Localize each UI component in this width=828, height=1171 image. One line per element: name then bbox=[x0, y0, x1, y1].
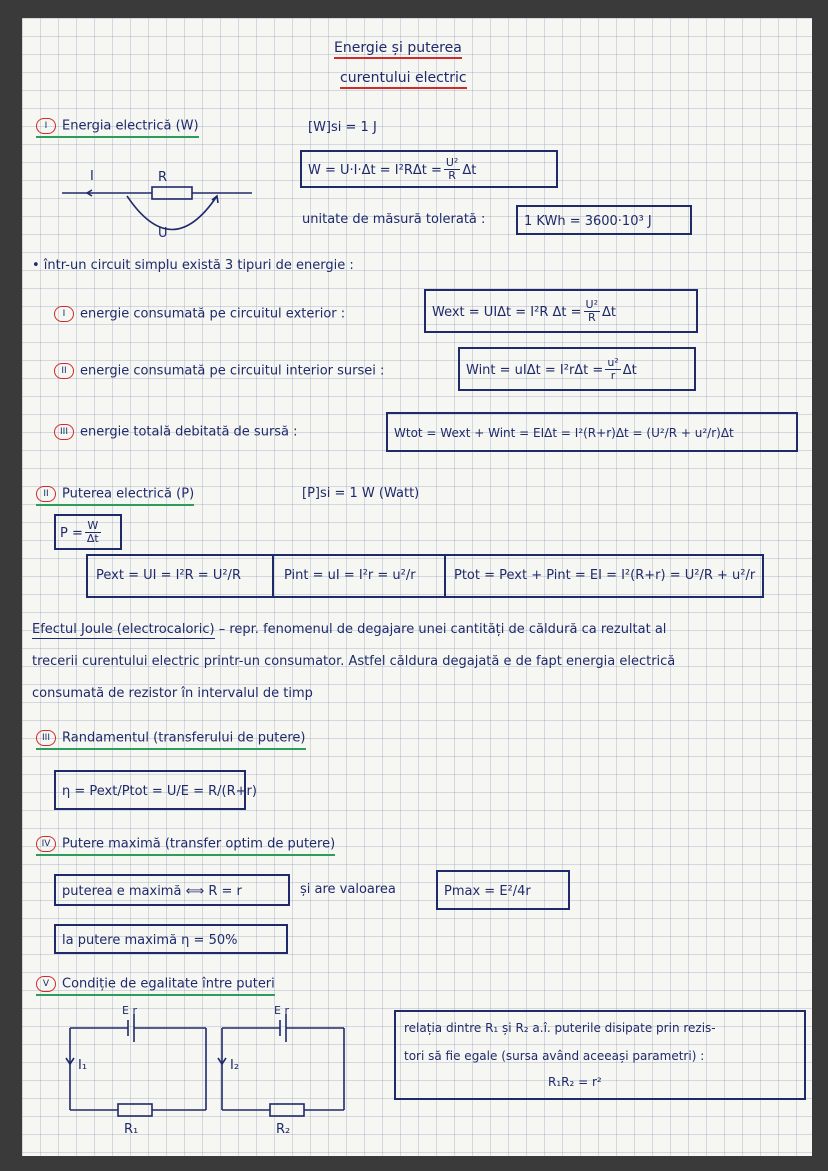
efficiency-formula: η = Pext/Ptot = U/E = R/(R+r) bbox=[62, 784, 257, 799]
circuit-2-source-label: E r bbox=[274, 1004, 289, 1017]
diagram-resistor-label: R bbox=[158, 170, 168, 185]
energy-int-fraction bbox=[605, 357, 620, 382]
joule-paragraph-line1 bbox=[32, 622, 666, 638]
fraction-denominator: R bbox=[587, 311, 596, 324]
section-number: I bbox=[36, 118, 56, 134]
circuit-2-resistor-label: R₂ bbox=[276, 1122, 291, 1137]
energy-int-tail: Δt bbox=[622, 363, 637, 378]
diagram-current-label: I bbox=[90, 169, 94, 184]
energy-ext-tail: Δt bbox=[602, 305, 617, 320]
power-int-formula: Pint = uI = I²r = u²/r bbox=[284, 568, 416, 583]
section-number: V bbox=[36, 976, 56, 992]
section-title: Puterea electrică (P) bbox=[62, 486, 195, 502]
section-energy-heading bbox=[36, 118, 199, 138]
power-def-lhs: P = bbox=[60, 526, 83, 541]
relation-line2: tori să fie egale (sursa având aceeași parametri) : bbox=[404, 1049, 705, 1063]
max-power-efficiency-box bbox=[54, 924, 288, 954]
energy-formula: W = U·I·Δt = I²RΔt = bbox=[308, 163, 442, 178]
joule-heading: Efectul Joule (electrocaloric) bbox=[32, 622, 215, 637]
power-divider bbox=[444, 556, 446, 596]
tolerated-unit-box bbox=[516, 205, 692, 235]
fraction-denominator: r bbox=[610, 369, 616, 382]
max-power-value-label: și are valoarea bbox=[300, 882, 396, 897]
equal-power-relation-box bbox=[394, 1010, 806, 1100]
section-number: IV bbox=[36, 836, 56, 852]
section-max-power-heading bbox=[36, 836, 335, 856]
circuit-1-current-label: I₁ bbox=[78, 1058, 88, 1073]
energy-ext-box bbox=[424, 289, 698, 333]
energy-ext-fraction bbox=[584, 299, 600, 324]
energy-type-number: II bbox=[54, 363, 74, 379]
section-number: II bbox=[36, 486, 56, 502]
section-title: Randamentul (transferului de putere) bbox=[62, 730, 306, 746]
circuit-2-current-label: I₂ bbox=[230, 1058, 240, 1073]
energy-type-number: III bbox=[54, 424, 74, 440]
power-def-fraction bbox=[85, 520, 101, 545]
max-power-condition: puterea e maximă ⟺ R = r bbox=[62, 884, 242, 899]
relation-line1: relația dintre R₁ și R₂ a.î. puterile disipate prin rezis- bbox=[404, 1021, 716, 1035]
power-definition-box bbox=[54, 514, 122, 550]
energy-type-number: I bbox=[54, 306, 74, 322]
fraction-numerator: W bbox=[85, 520, 101, 533]
energy-type-label: energie consumată pe circuitul interior sursei : bbox=[80, 363, 385, 379]
max-power-value: Pmax = E²/4r bbox=[444, 884, 531, 899]
power-divider bbox=[272, 556, 274, 596]
max-power-condition-box bbox=[54, 874, 290, 906]
energy-int-box bbox=[458, 347, 696, 391]
section-power-heading bbox=[36, 486, 194, 506]
section-equal-power-heading bbox=[36, 976, 275, 996]
power-si-unit: [P]si = 1 W (Watt) bbox=[302, 486, 420, 501]
page-title-line2: curentului electric bbox=[340, 70, 467, 89]
energy-si-unit: [W]si = 1 J bbox=[308, 120, 377, 135]
energy-type-label: energie totală debitată de sursă : bbox=[80, 424, 298, 440]
max-power-efficiency: la putere maximă η = 50% bbox=[62, 933, 238, 948]
energy-int-formula: Wint = uIΔt = I²rΔt = bbox=[466, 363, 604, 378]
power-types-box bbox=[86, 554, 764, 598]
fraction-numerator: U² bbox=[585, 298, 599, 311]
tolerated-unit-label: unitate de măsură tolerată : bbox=[302, 212, 486, 227]
diagram-voltage-label: U bbox=[158, 226, 168, 241]
max-power-value-box bbox=[436, 870, 570, 910]
circuit-diagram-1 bbox=[70, 1008, 210, 1118]
energy-fraction bbox=[444, 157, 460, 182]
energy-type-ext bbox=[54, 306, 345, 323]
energy-formula-tail: Δt bbox=[462, 163, 477, 178]
fraction-numerator: U² bbox=[445, 156, 459, 169]
section-efficiency-heading bbox=[36, 730, 306, 750]
section-title: Condiție de egalitate între puteri bbox=[62, 976, 275, 992]
joule-text: – repr. fenomenul de degajare unei cantități de căldură ca rezultat al bbox=[214, 622, 667, 637]
fraction-denominator: Δt bbox=[86, 532, 99, 545]
joule-paragraph-line3: consumată de rezistor în intervalul de timp bbox=[32, 686, 313, 701]
section-number: III bbox=[36, 730, 56, 746]
fraction-numerator: u² bbox=[607, 356, 619, 369]
relation-formula: R₁R₂ = r² bbox=[548, 1075, 602, 1089]
joule-paragraph-line2: trecerii curentului electric printr-un consumator. Astfel căldura degajată e de fapt energia electrică bbox=[32, 654, 676, 669]
circuit-intro: • într-un circuit simplu există 3 tipuri de energie : bbox=[32, 258, 354, 273]
efficiency-formula-box bbox=[54, 770, 257, 810]
energy-tot-formula: Wtot = Wext + Wint = EIΔt = I²(R+r)Δt = (U²/R + u²/r)Δt bbox=[394, 426, 734, 440]
energy-type-tot bbox=[54, 424, 298, 441]
energy-tot-box bbox=[386, 412, 798, 452]
section-title: Energia electrică (W) bbox=[62, 118, 199, 134]
energy-type-label: energie consumată pe circuitul exterior : bbox=[80, 306, 346, 322]
energy-ext-formula: Wext = UIΔt = I²R Δt = bbox=[432, 305, 582, 320]
circuit-1-resistor-label: R₁ bbox=[124, 1122, 139, 1137]
notebook-page bbox=[22, 18, 812, 1156]
tolerated-unit-value: 1 KWh = 3600·10³ J bbox=[524, 214, 652, 229]
energy-formula-box bbox=[300, 150, 558, 188]
energy-type-int bbox=[54, 363, 384, 380]
fraction-denominator: R bbox=[448, 169, 456, 182]
circuit-1-source-label: E r bbox=[122, 1004, 137, 1017]
power-ext-formula: Pext = UI = I²R = U²/R bbox=[96, 568, 241, 583]
circuit-diagram-2 bbox=[222, 1008, 362, 1118]
power-tot-formula: Ptot = Pext + Pint = EI = I²(R+r) = U²/R + u²/r bbox=[454, 568, 756, 583]
section-title: Putere maximă (transfer optim de putere) bbox=[62, 836, 336, 852]
page-title-line1: Energie și puterea bbox=[334, 40, 462, 59]
